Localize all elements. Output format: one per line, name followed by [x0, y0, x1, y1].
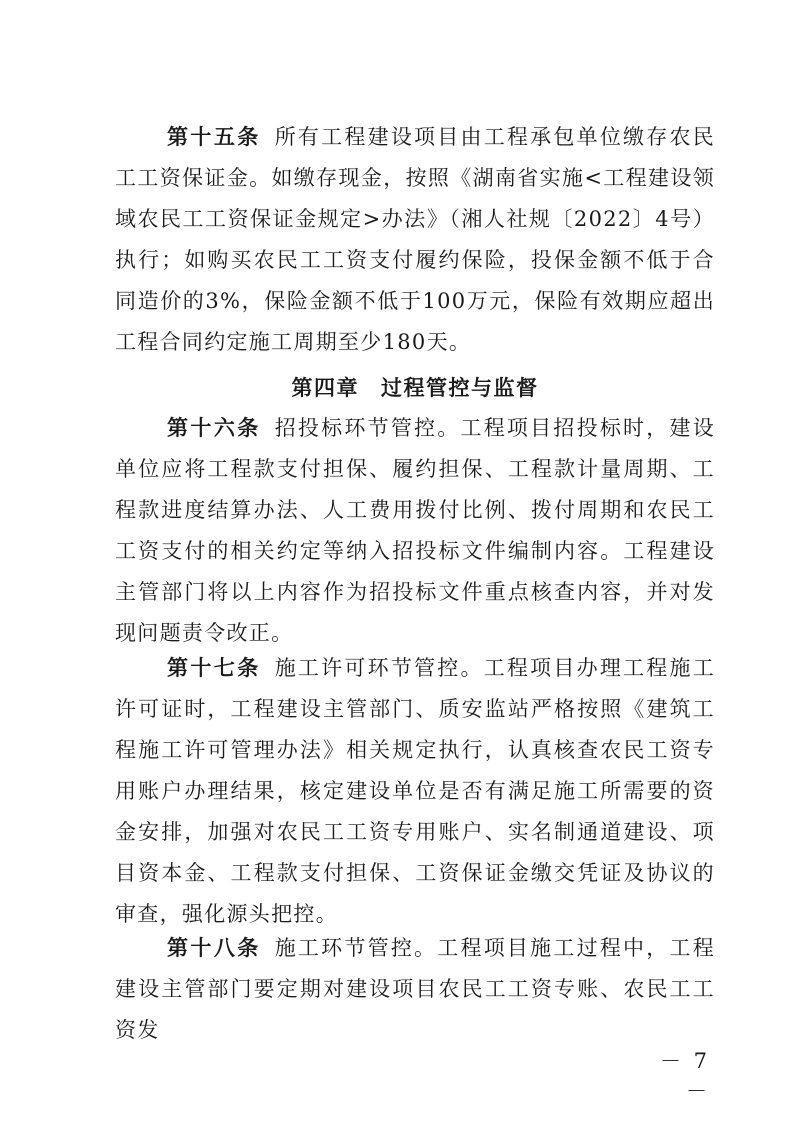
article-15 — [115, 117, 715, 363]
chapter-number: 第四章 — [291, 376, 359, 400]
article-15-text: 所有工程建设项目由工程承包单位缴存农民工工资保证金。如缴存现金，按照《湖南省实施<工程建设领域农民工工资保证金规定>办法》（湘人社规〔2022〕4号）执行；如购买农民工工资支付履约保险，投保金额不低于合同造价的3%，保险金额不低于100万元，保险有效期应超出工程合同约定施工周期至少180天。 — [115, 125, 716, 354]
article-16-text: 招投标环节管控。工程项目招投标时，建设单位应将工程款支付担保、履约担保、工程款计量周期、工程款进度结算办法、人工费用拨付比例、拨付周期和农民工工资支付的相关约定等纳入招投标文件编制内容。工程建设主管部门将以上内容作为招投标文件重点核查内容，并对发现问题责令改正。 — [115, 416, 716, 645]
article-17 — [115, 648, 715, 935]
article-16 — [115, 408, 715, 654]
article-15-number: 第十五条 — [167, 125, 261, 149]
chapter-heading — [115, 368, 715, 409]
article-18 — [115, 928, 715, 1051]
article-18-number: 第十八条 — [167, 936, 261, 960]
article-18-text: 施工环节管控。工程项目施工过程中，工程建设主管部门要定期对建设项目农民工工资专账、农民工工资发 — [115, 936, 716, 1042]
chapter-title: 过程管控与监督 — [381, 376, 539, 400]
article-16-number: 第十六条 — [167, 416, 261, 440]
article-17-number: 第十七条 — [167, 656, 261, 680]
page-number: － 7 － — [659, 1049, 710, 1103]
article-17-text: 施工许可环节管控。工程项目办理工程施工许可证时，工程建设主管部门、质安监站严格按照《建筑工程施工许可管理办法》相关规定执行，认真核查农民工资专用账户办理结果，核定建设单位是否有满足施工所需要的资金安排，加强对农民工工资专用账户、实名制通道建设、项目资本金、工程款支付担保、工资保证金缴交凭证及协议的审查，强化源头把控。 — [115, 656, 716, 926]
